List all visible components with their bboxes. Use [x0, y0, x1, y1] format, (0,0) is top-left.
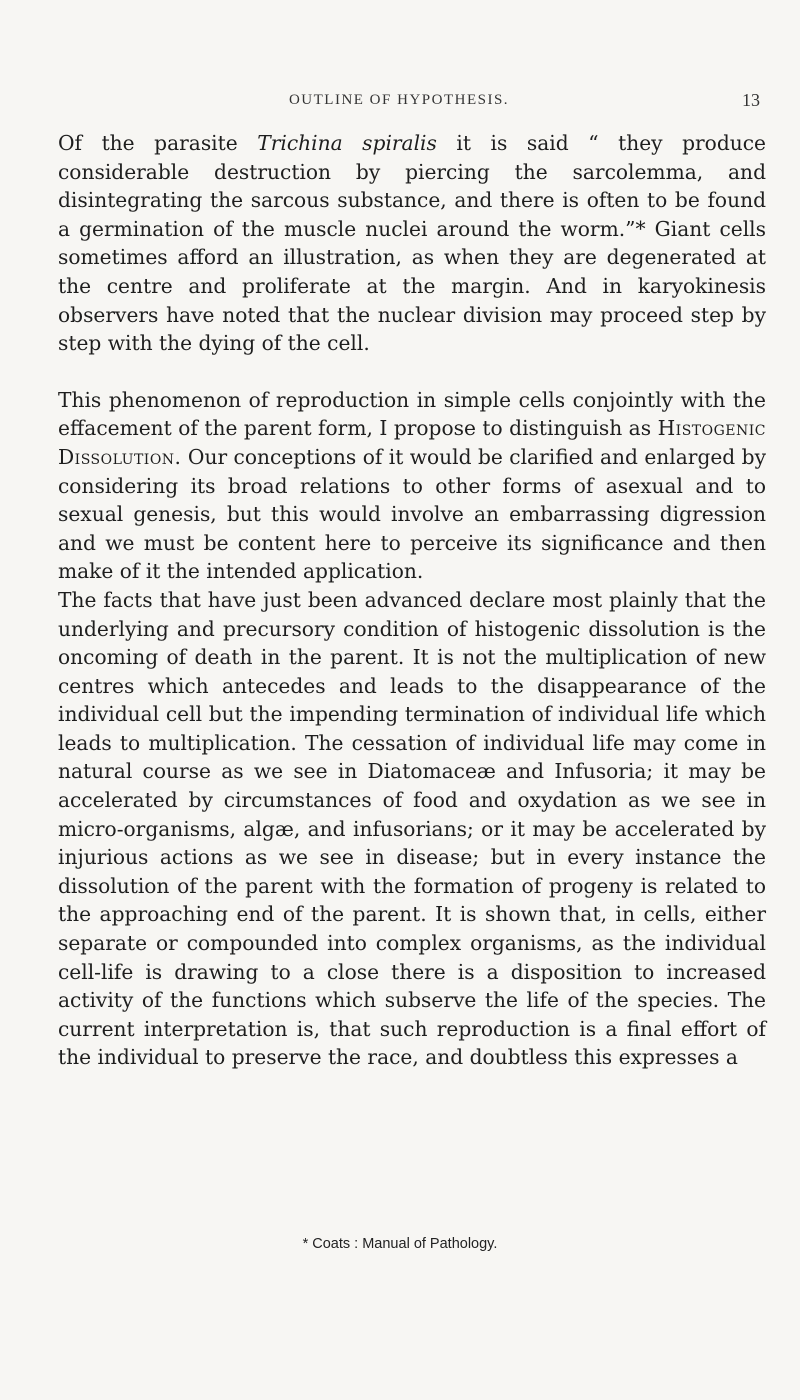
footnote: * Coats : Manual of Pathology. — [302, 1236, 498, 1252]
running-title: OUTLINE OF HYPOTHESIS. — [288, 92, 510, 108]
paragraph-2-pre: This phenomenon of reproduction in simple cells conjointly with the effacement of the parent form, I propose to distinguish as — [58, 387, 766, 441]
paragraph-histogenic-dissolution — [58, 386, 766, 586]
running-head — [38, 92, 760, 118]
paragraph-facts: The facts that have just been advanced declare most plainly that the underlying and precursory condition of histogenic dissolution is the oncoming of death in the parent. It is not the multiplication of new centres which antecedes and leads to the disappearance of the individual cell but the impending termination of individual life which leads to multiplication. The cessation of individual life may come in natural course as we see in Diatomaceæ and Infusoria; it may be accelerated by circumstances of food and oxydation as we see in micro-organisms, algæ, and infusorians; or it may be accelerated by injurious actions as we see in disease; but in every instance the dissolution of the parent with the formation of progeny is related to the approaching end of the parent. It is shown that, in cells, either separate or compounded into complex organisms, as the individual cell-life is drawing to a close there is a disposition to increased activity of the functions which subserve the life of the species. The current interpretation is, that such reproduction is a final effort of the individual to preserve the race, and doubtless this expresses a — [58, 587, 766, 1070]
species-name: Trichina spiralis — [257, 131, 437, 155]
body-text — [58, 129, 766, 1072]
paragraph-trichina — [58, 129, 766, 358]
page-number: 13 — [742, 90, 760, 110]
term-histogenic-dissolution: Histogenic Dissolution. — [58, 416, 766, 469]
paragraph-2-post: Our conceptions of it would be clarified and enlarged by considering its broad relations to other forms of asexual and to sexual genesis, but this would involve an embarrassing digression and we must be content here to perceive its significance and then make of it the intended application. — [58, 444, 766, 584]
paragraph-1-post: it is said “ they produce considerable destruction by piercing the sarcolemma, and disintegrating the sarcous substance, and there is often to be found a germination of the muscle nuclei around the worm.”* Giant cells sometimes afford an illustration, as when they are degenerated at the centre and proliferate at the margin. And in karyokinesis observers have noted that the nuclear division may proceed step by step with the dying of the cell. — [58, 131, 766, 356]
paragraph-1-pre: Of the parasite — [58, 131, 258, 155]
